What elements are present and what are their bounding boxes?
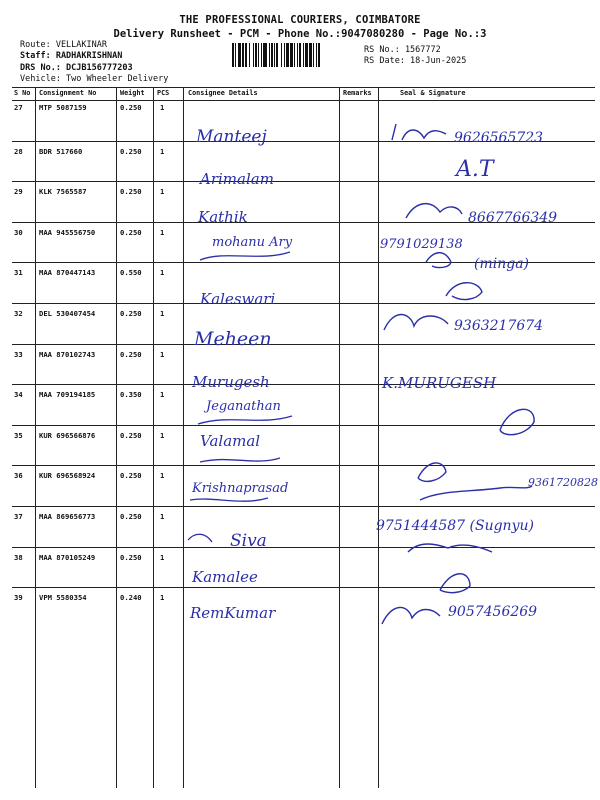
row-weight: 0.250 (120, 103, 142, 112)
row-consignment-no: KUR 696566876 (39, 430, 96, 440)
consignee-handwriting: mohanu Ary (212, 235, 293, 250)
row-sno: 28 (14, 146, 23, 156)
row-pcs: 1 (160, 187, 165, 197)
rs-number: RS No.: 1567772 (364, 45, 441, 55)
signature-handwriting: 9363217674 (454, 318, 544, 334)
row-sno: 27 (14, 103, 23, 112)
row-sno: 29 (14, 187, 23, 197)
ink-mark (188, 534, 212, 542)
row-sno: 34 (14, 390, 23, 400)
row-sno: 32 (14, 309, 23, 318)
strike-mark (190, 498, 268, 501)
signature-handwriting: 9751444587 (Sugnyu) (376, 518, 534, 534)
route-label: Route: VELLAKINAR (20, 40, 107, 50)
row-weight: 0.250 (120, 430, 142, 440)
consignee-handwriting: Jeganathan (206, 399, 281, 414)
row-weight: 0.250 (120, 309, 142, 318)
row-weight: 0.250 (120, 512, 142, 521)
row-consignment-no: MAA 870447143 (39, 268, 96, 278)
row-pcs: 1 (160, 552, 165, 562)
consignee-handwriting: Murugesh (192, 373, 270, 391)
row-consignment-no: VPM 5580354 (39, 593, 87, 603)
row-consignment-no: MAA 870102743 (39, 349, 96, 359)
row-consignment-no: BDR 517660 (39, 146, 83, 156)
col-header-weight: Weight (120, 89, 145, 97)
drs-label: DRS No.: DCJB156777203 (20, 63, 133, 73)
signature-handwriting: 9057456269 (448, 604, 538, 620)
row-weight: 0.250 (120, 227, 142, 237)
row-sno: 37 (14, 512, 23, 521)
row-consignment-no: MAA 869656773 (39, 512, 96, 521)
seal-mark (446, 283, 482, 300)
row-weight: 0.250 (120, 349, 142, 359)
row-consignment-no: KLK 7565587 (39, 187, 87, 197)
seal-mark (500, 409, 534, 434)
strike-mark (200, 458, 280, 462)
row-pcs: 1 (160, 146, 165, 156)
row-sno: 38 (14, 552, 23, 562)
row-consignment-no: MTP 5087159 (39, 103, 87, 112)
row-consignment-no: MAA 709194185 (39, 390, 96, 400)
row-sno: 33 (14, 349, 23, 359)
row-sno: 39 (14, 593, 23, 603)
row-weight: 0.250 (120, 552, 142, 562)
col-header-remarks: Remarks (343, 89, 372, 97)
consignee-handwriting: Krishnaprasad (192, 481, 289, 496)
signature-scribble (420, 486, 532, 500)
signature-handwriting: A.T (456, 157, 494, 182)
signature-handwriting: 8667766349 (468, 210, 558, 226)
row-consignment-no: MAA 870105249 (39, 552, 96, 562)
col-header-consignee: Consignee Details (188, 89, 258, 97)
signature-handwriting: 9626565723 (454, 130, 544, 146)
strike-mark (198, 416, 292, 424)
company-title: THE PROFESSIONAL COURIERS, COIMBATORE (179, 14, 421, 26)
seal-mark (418, 463, 446, 481)
row-weight: 0.250 (120, 146, 142, 156)
signature-handwriting: 9361720828 (528, 476, 598, 489)
signature-handwriting: K.MURUGESH (382, 374, 497, 392)
consignee-handwriting: Kamalee (192, 568, 258, 586)
row-pcs: 1 (160, 430, 165, 440)
seal-mark (440, 574, 470, 593)
row-pcs: 1 (160, 593, 165, 603)
col-header-consignment: Consignment No (39, 89, 97, 97)
col-header-pcs: PCS (157, 89, 170, 97)
col-header-seal: Seal & Signature (400, 89, 466, 97)
strike-mark (200, 252, 290, 260)
consignee-handwriting: Kaleswari (200, 290, 276, 308)
row-pcs: 1 (160, 471, 165, 481)
row-pcs: 1 (160, 309, 165, 318)
rs-date: RS Date: 18-Jun-2025 (364, 56, 467, 66)
vehicle-label: Vehicle: Two Wheeler Delivery (20, 74, 169, 84)
consignee-handwriting: RemKumar (190, 604, 276, 622)
row-sno: 36 (14, 471, 23, 481)
row-weight: 0.240 (120, 593, 142, 603)
signature-scribble (392, 124, 446, 140)
row-pcs: 1 (160, 390, 165, 400)
consignee-handwriting: Kathik (198, 208, 248, 226)
staff-label: Staff: RADHAKRISHNAN (20, 51, 123, 61)
row-weight: 0.250 (120, 471, 142, 481)
signature-handwriting: (minga) (474, 256, 530, 272)
col-header-sno: S No (14, 89, 31, 97)
row-weight: 0.550 (120, 268, 142, 278)
signature-scribble (406, 204, 462, 218)
signature-scribble (408, 544, 492, 552)
ink-mark (446, 354, 560, 356)
row-weight: 0.250 (120, 187, 142, 197)
signature-handwriting: 9791029138 (380, 237, 463, 252)
row-pcs: 1 (160, 227, 165, 237)
row-pcs: 1 (160, 268, 165, 278)
row-sno: 31 (14, 268, 23, 278)
signature-scribble (426, 253, 451, 268)
row-pcs: 1 (160, 103, 165, 112)
row-consignment-no: KUR 696568924 (39, 471, 96, 481)
row-pcs: 1 (160, 349, 165, 359)
row-weight: 0.350 (120, 390, 142, 400)
row-consignment-no: MAA 945556750 (39, 227, 96, 237)
consignee-handwriting: Valamal (200, 432, 261, 450)
consignee-handwriting: Arimalam (200, 170, 274, 188)
row-consignment-no: DEL 530407454 (39, 309, 96, 318)
consignee-handwriting: Meheen (194, 328, 272, 350)
consignee-handwriting: Manteej (196, 127, 267, 147)
signature-scribble (382, 607, 440, 624)
signature-scribble (384, 315, 448, 331)
runsheet-subtitle: Delivery Runsheet - PCM - Phone No.:9047080280 - Page No.:3 (113, 28, 487, 40)
consignee-handwriting: Siva (230, 531, 267, 551)
row-pcs: 1 (160, 512, 165, 521)
row-sno: 30 (14, 227, 23, 237)
row-sno: 35 (14, 430, 23, 440)
